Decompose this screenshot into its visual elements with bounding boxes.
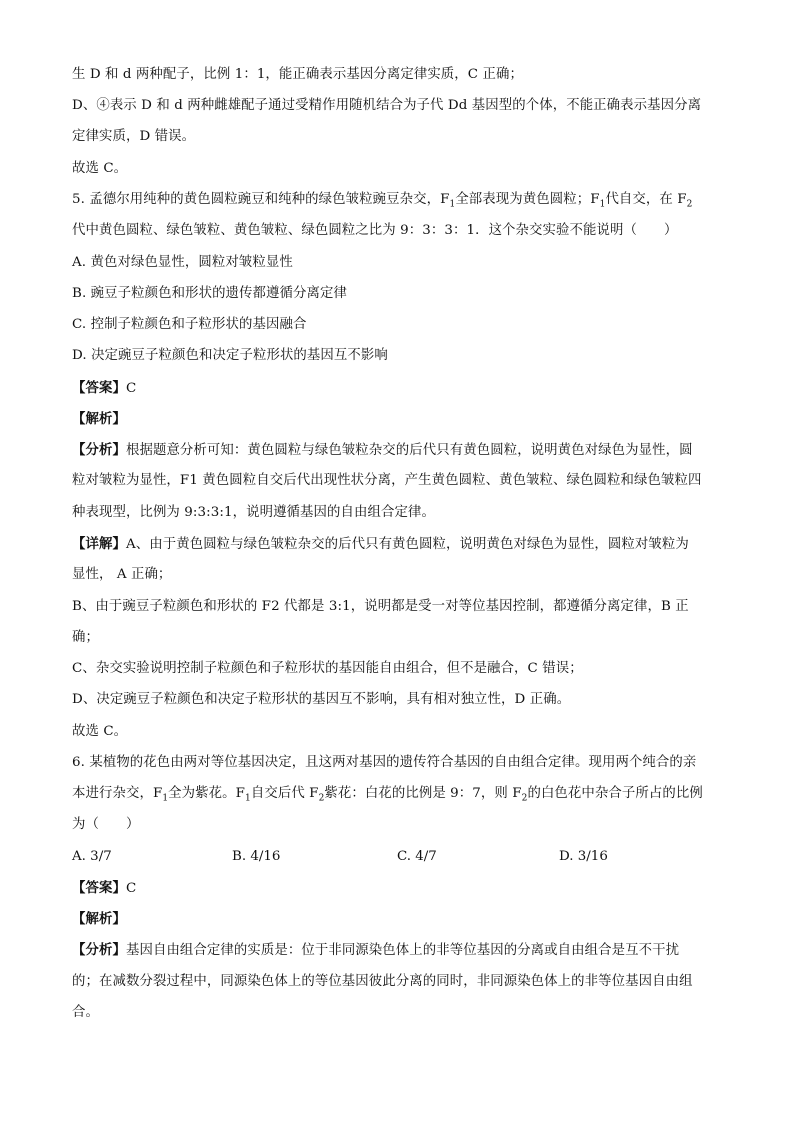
text-line: 合。	[72, 1005, 99, 1020]
question-6-stem: 6. 某植物的花色由两对等位基因决定，且这两对基因的遗传符合基因的自由组合定律。现用两个纯合的亲	[72, 755, 697, 770]
option-b: B. 豌豆子粒颜色和形状的遗传都遵循分离定律	[72, 286, 347, 301]
text-line: C、杂交实验说明控制子粒颜色和子粒形状的基因能自由组合，但不是融合，C 错误；	[72, 661, 583, 676]
text-line: 【分析】基因自由组合定律的实质是：位于非同源染色体上的非等位基因的分离或自由组合是互不干扰	[72, 942, 680, 958]
text-line: 的；在减数分裂过程中，同源染色体上的等位基因彼此分离的同时，非同源染色体上的非等位基因自由组	[72, 974, 693, 989]
option-a: A. 3/7	[72, 849, 112, 864]
text-line: 生 D 和 d 两种配子，比例 1：1，能正确表示基因分离定律实质，C 正确；	[72, 67, 523, 82]
text-line: 为（ ）	[72, 817, 140, 832]
text-line: 【分析】根据题意分析可知：黄色圆粒与绿色皱粒杂交的后代只有黄色圆粒，说明黄色对绿色为显性，圆	[72, 442, 693, 458]
text-line: 粒对皱粒为显性，F1 黄色圆粒自交后代出现性状分离，产生黄色圆粒、黄色皱粒、绿色圆粒和绿色皱粒四	[72, 473, 702, 488]
question-5-stem: 5. 孟德尔用纯种的黄色圆粒豌豆和纯种的绿色皱粒豌豆杂交，$F_1$全部表现为黄色圆粒；$F_1$代自交，在 $F_2$	[72, 192, 693, 210]
text-line: 故选 C。	[72, 161, 128, 176]
text-line: D、决定豌豆子粒颜色和决定子粒形状的基因互不影响，具有相对独立性，D 正确。	[72, 692, 571, 707]
analysis-heading: 【解析】	[72, 911, 126, 927]
text-line: 故选 C。	[72, 724, 128, 739]
text-line: 【详解】A、由于黄色圆粒与绿色皱粒杂交的后代只有黄色圆粒，说明黄色对绿色为显性，圆粒对皱粒为	[72, 536, 689, 552]
text-line: 确；	[72, 630, 99, 645]
text-line: 定律实质，D 错误。	[72, 129, 196, 144]
option-d: D. 3/16	[559, 849, 608, 864]
option-c: C. 控制子粒颜色和子粒形状的基因融合	[72, 317, 307, 332]
answer-line: 【答案】C	[72, 880, 137, 896]
option-d: D. 决定豌豆子粒颜色和决定子粒形状的基因互不影响	[72, 348, 388, 363]
text-line: 代中黄色圆粒、绿色皱粒、黄色皱粒、绿色圆粒之比为 9：3：3：1．这个杂交实验不能说明（ ）	[72, 223, 678, 238]
answer-line: 【答案】C	[72, 380, 137, 396]
option-b: B. 4/16	[232, 849, 281, 864]
text-line: 种表现型，比例为 9:3:3:1，说明遵循基因的自由组合定律。	[72, 505, 435, 520]
option-a: A. 黄色对绿色显性，圆粒对皱粒显性	[72, 255, 293, 270]
text-line: 本进行杂交，$F_1$全为紫花。$F_1$自交后代 $F_2$紫花：白花的比例是 9：7，则 $F_2$的白色花中杂合子所占的比例	[72, 786, 703, 804]
text-line: B、由于豌豆子粒颜色和形状的 F2 代都是 3:1，说明都是受一对等位基因控制，都遵循分离定律，B 正	[72, 599, 689, 614]
text-line: D、④表示 D 和 d 两种雌雄配子通过受精作用随机结合为子代 Dd 基因型的个体，不能正确表示基因分离	[72, 98, 702, 113]
analysis-heading: 【解析】	[72, 411, 126, 427]
text-line: 显性， A 正确；	[72, 567, 172, 582]
option-c: C. 4/7	[397, 849, 437, 864]
